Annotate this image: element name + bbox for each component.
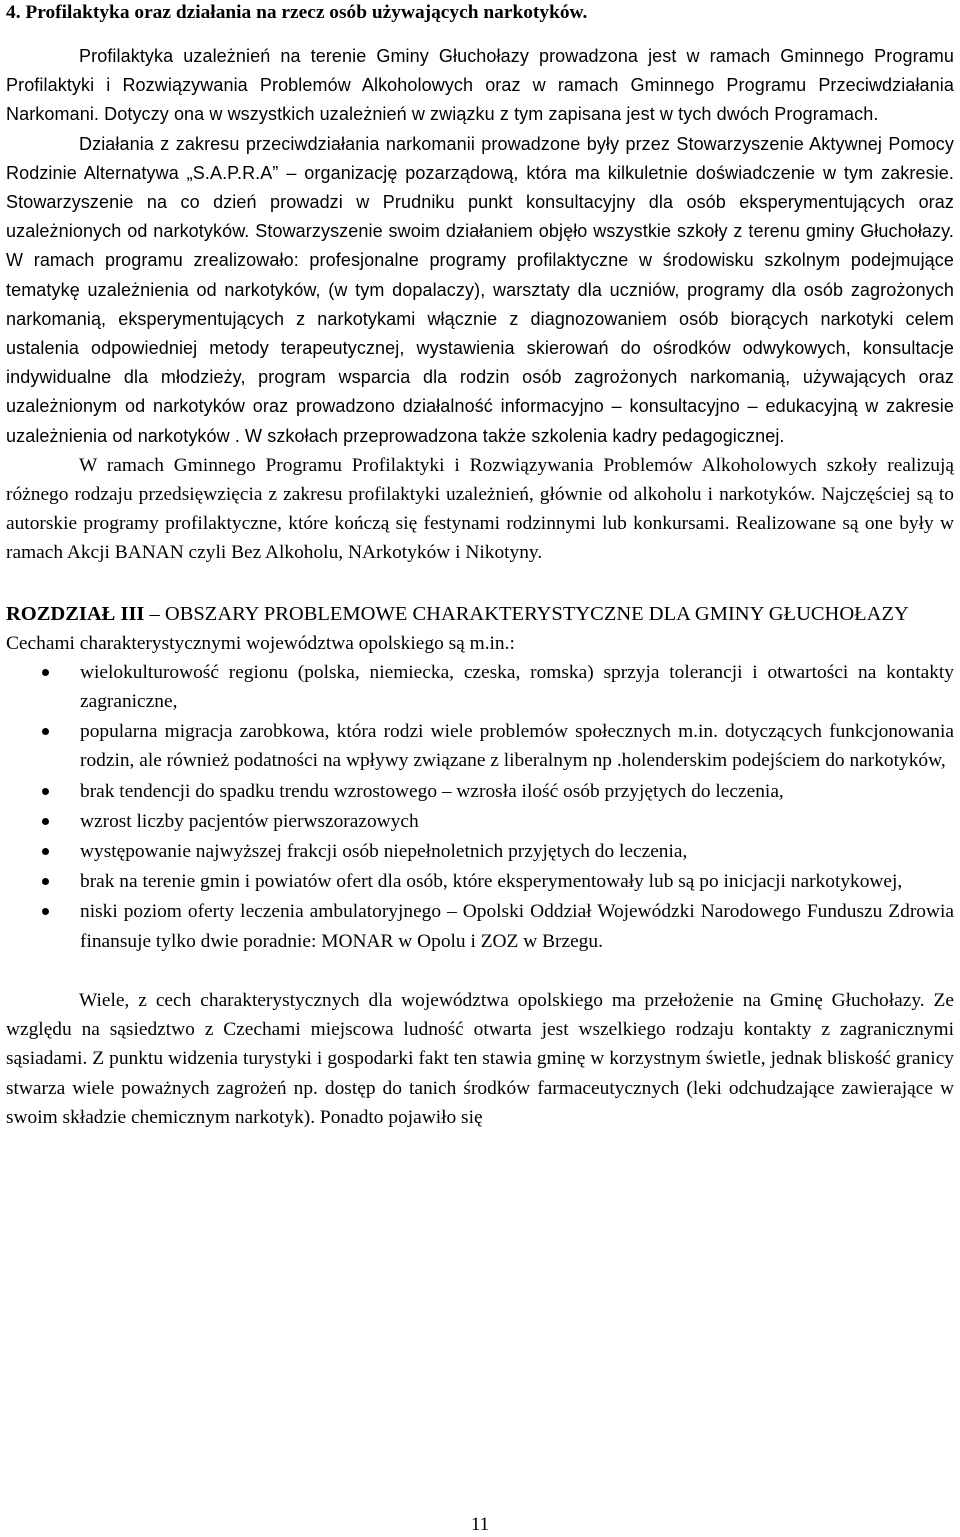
list-item [6,897,954,955]
list-item [6,837,954,866]
bullet-icon [42,788,49,795]
list-item-text: brak tendencji do spadku trendu wzrostowego – wzrosła ilość osób przyjętych do leczenia, [80,780,784,802]
bullet-icon [42,818,49,825]
list-item [6,658,954,716]
list-item-text: popularna migracja zarobkowa, która rodzi wiele problemów społecznych m.in. dotyczących funkcjonowania rodzin, ale również podatności na wpływy związane z liberalnym np .holenderskim podejściem do narkotyków, [80,721,954,772]
bullet-icon [42,878,49,885]
chapter-title-text: – OBSZARY PROBLEMOWE CHARAKTERYSTYCZNE DLA GMINY GŁUCHOŁAZY [144,602,909,625]
section-heading: 4. Profilaktyka oraz działania na rzecz osób używających narkotyków. [6,2,588,23]
characteristics-list [6,658,954,956]
paragraph-border-risks: Wiele, z cech charakterystycznych dla województwa opolskiego ma przełożenie na Gminę Głuchołazy. Ze względu na sąsiedztwo z Czechami miejscowa ludność otwarta jest wszelkiego rodzaju kontakty z zagranicznymi sąsiadami. Z punktu widzenia turystyki i gospodarki fakt ten stawia gminę w korzystnym świetle, jednak bliskość granicy stwarza wiele poważnych zagrożeń np. dostęp do tanich środków farmaceutycznych (leki odchudzające zawierające w swoim składzie chemicznym narkotyk). Ponadto pojawiło się [6,989,954,1128]
bullet-icon [42,908,49,915]
list-item [6,717,954,775]
document-page [6,0,954,1132]
list-item [6,807,954,836]
list-item-text: brak na terenie gmin i powiatów ofert dla osób, które eksperymentowały lub są po inicjacji narkotykowej, [80,871,903,893]
list-item-text: występowanie najwyższej frakcji osób niepełnoletnich przyjętych do leczenia, [80,841,688,863]
paragraph-sapra-activities: Działania z zakresu przeciwdziałania narkomanii prowadzone były przez Stowarzyszenie Aktywnej Pomocy Rodzinie Alternatywa „S.A.P.R.A” – organizację pozarządową, która ma kilkuletnie doświadczenie w tym zakresie. Stowarzyszenie na co dzień prowadzi w Prudniku punkt konsultacyjny dla osób eksperymentujących oraz uzależnionych od narkotyków. Stowarzyszenie swoim działaniem objęło wszystkie szkoły z terenu gminy Głuchołazy. W ramach programu zrealizowało: profesjonalne programy profilaktyczne w środowisku szkolnym podejmujące tematykę uzależnienia od narkotyków, (w tym dopalaczy), warsztaty dla uczniów, programy dla osób zagrożonych narkomanią, eksperymentujących z narkotykami włącznie z diagnozowaniem osób biorących narkotyki celem ustalenia odpowiedniej metody terapeutycznej, wystawienia skierowań do ośrodków odwykowych, konsultacje indywidualne dla młodzieży, program wsparcia dla rodzin osób zagrożonych narkomanią, używających oraz uzależnionym od narkotyków oraz prowadzono działalność informacyjno – konsultacyjno – edukacyjną w zakresie uzależnienia od narkotyków . W szkołach przeprowadzona także szkolenia kadry pedagogicznej. [6,133,954,446]
paragraph-prevention-intro: Profilaktyka uzależnień na terenie Gminy Głuchołazy prowadzona jest w ramach Gminnego Programu Profilaktyki i Rozwiązywania Problemów Alkoholowych oraz w ramach Gminnego Programu Przeciwdziałania Narkomani. Dotyczy ona w wszystkich uzależnień w związku z tym zapisana jest w tych dwóch Programach. [6,46,954,125]
chapter-title-number: ROZDZIAŁ III [6,602,145,625]
list-item [6,867,954,896]
bullet-icon [42,848,49,855]
list-item-text: wielokulturowość regionu (polska, niemiecka, czeska, romska) sprzyja tolerancji i otwartości na kontakty zagraniczne, [80,661,954,713]
bullet-icon [42,669,49,676]
list-item-text: niski poziom oferty leczenia ambulatoryjnego – Opolski Oddział Wojewódzki Narodowego Funduszu Zdrowia finansuje tylko dwie poradnie: MONAR w Opolu i ZOZ w Brzegu. [80,901,954,952]
page-number: 11 [470,1514,490,1535]
list-item-text: wzrost liczby pacjentów pierwszorazowych [80,810,419,832]
bullet-icon [42,728,49,735]
paragraph-alcohol-program: W ramach Gminnego Programu Profilaktyki i Rozwiązywania Problemów Alkoholowych szkoły realizują różnego rodzaju przedsięwzięcia z zakresu profilaktyki uzależnień, głównie od alkoholu i narkotyków. Najczęściej są to autorskie programy profilaktyczne, które kończą się festynami rodzinnymi lub konkursami. Realizowane są one były w ramach Akcji BANAN czyli Bez Alkoholu, NArkotyków i Nikotyny. [6,454,954,564]
list-lead: Cechami charakterystycznymi województwa opolskiego są m.in.: [6,632,515,654]
chapter-title [6,600,954,629]
list-item [6,777,954,806]
